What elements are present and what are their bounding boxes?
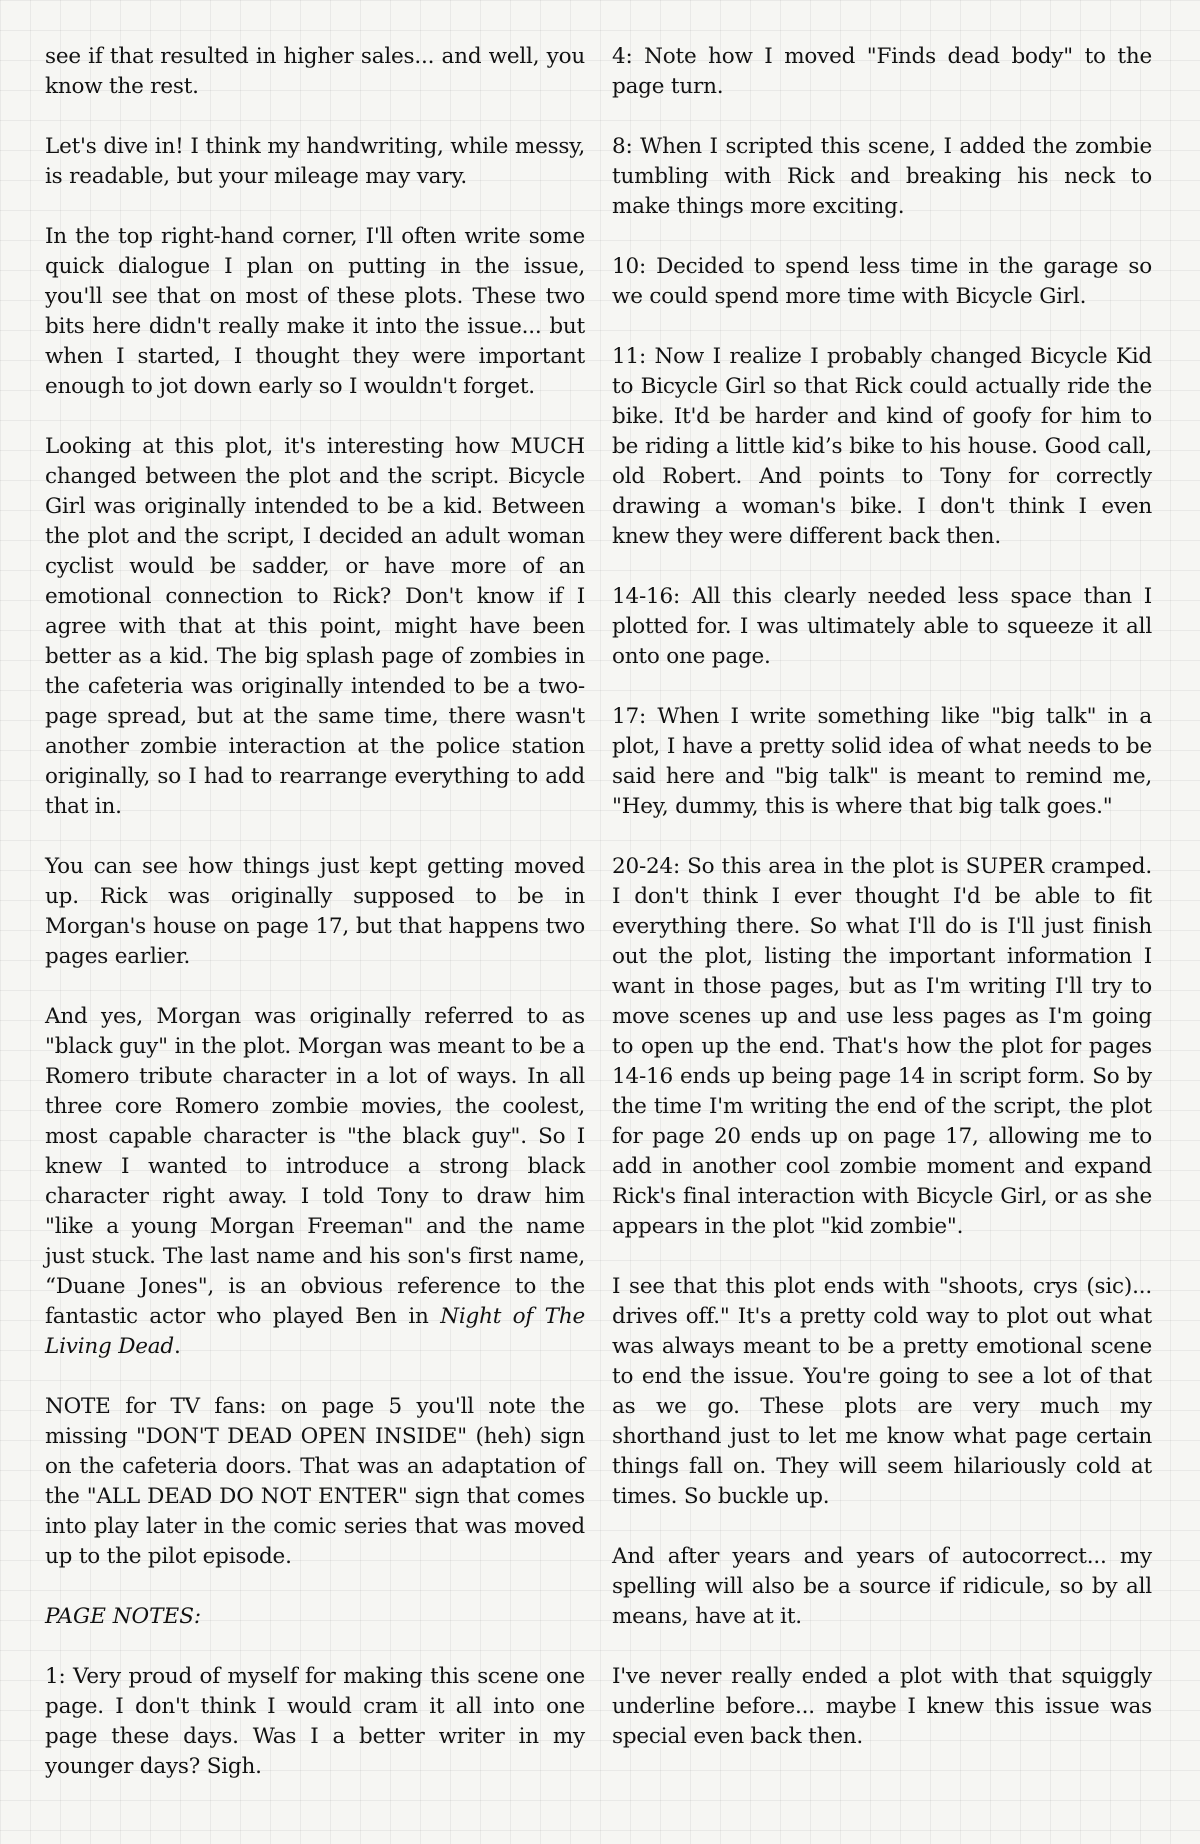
paragraph: You can see how things just kept getting moved up. Rick was originally supposed to be in Morgan's house on page 17, but that happens two pages earlier.	[45, 854, 585, 969]
left-column	[45, 42, 585, 1812]
page-note: 4: Note how I moved "Finds dead body" to the page turn.	[612, 44, 1152, 99]
page-note: 1: Very proud of myself for making this scene one page. I don't think I would cram it all into one page these days. Was I a better writer in my younger days? Sigh.	[45, 1664, 585, 1779]
paragraph: In the top right-hand corner, I'll often write some quick dialogue I plan on putting in the issue, you'll see that on most of these plots. These two bits here didn't really make it into the issue... but when I started, I thought they were important enough to jot down early so I wouldn't forget.	[45, 224, 585, 399]
paragraph-text: And yes, Morgan was originally referred to as "black guy" in the plot. Morgan was meant to be a Romero tribute character in a lot of ways. In all three core Romero zombie movies, the coolest, most capable character is "the black guy". So I knew I wanted to introduce a strong black character right away. I told Tony to draw him "like a young Morgan Freeman" and the name just stuck. The last name and his son's first name, “Duane Jones", is an obvious reference to the fantastic actor who played Ben in	[45, 1004, 585, 1329]
paragraph	[45, 1002, 585, 1362]
paragraph: see if that resulted in higher sales... and well, you know the rest.	[45, 44, 585, 99]
right-column	[612, 42, 1152, 1782]
page-note: 14-16: All this clearly needed less space than I plotted for. I was ultimately able to squeeze it all onto one page.	[612, 584, 1152, 669]
paragraph: I've never really ended a plot with that squiggly underline before... maybe I knew this issue was special even back then.	[612, 1664, 1152, 1749]
paragraph: Let's dive in! I think my handwriting, while messy, is readable, but your mileage may vary.	[45, 134, 585, 189]
paragraph: NOTE for TV fans: on page 5 you'll note the missing "DON'T DEAD OPEN INSIDE" (heh) sign on the cafeteria doors. That was an adaptation of the "ALL DEAD DO NOT ENTER" sign that comes into play later in the comic series that was moved up to the pilot episode.	[45, 1394, 585, 1569]
page-notes-heading: PAGE NOTES:	[45, 1604, 202, 1629]
paragraph: I see that this plot ends with "shoots, crys (sic)... drives off." It's a pretty cold way to plot out what was always meant to be a pretty emotional scene to end the issue. You're going to see a lot of that as we go. These plots are very much my shorthand just to let me know what page certain things fall on. They will seem hilariously cold at times. So buckle up.	[612, 1274, 1152, 1509]
film-title: Night of The Living Dead	[45, 1304, 585, 1359]
paragraph-text: .	[173, 1334, 181, 1359]
page-note: 11: Now I realize I probably changed Bicycle Kid to Bicycle Girl so that Rick could actually ride the bike. It'd be harder and kind of goofy for him to be riding a little kid’s bike to his house. Good call, old Robert. And points to Tony for correctly drawing a woman's bike. I don't think I even knew they were different back then.	[612, 344, 1152, 549]
page-note: 8: When I scripted this scene, I added the zombie tumbling with Rick and breaking his neck to make things more exciting.	[612, 134, 1152, 219]
page-note: 20-24: So this area in the plot is SUPER cramped. I don't think I ever thought I'd be able to fit everything there. So what I'll do is I'll just finish out the plot, listing the important information I want in those pages, but as I'm writing I'll try to move scenes up and use less pages as I'm going to open up the end. That's how the plot for pages 14-16 ends up being page 14 in script form. So by the time I'm writing the end of the script, the plot for page 20 ends up on page 17, allowing me to add in another cool zombie moment and expand Rick's final interaction with Bicycle Girl, or as she appears in the plot "kid zombie".	[612, 854, 1152, 1239]
paragraph: Looking at this plot, it's interesting how MUCH changed between the plot and the script. Bicycle Girl was originally intended to be a kid. Between the plot and the script, I decided an adult woman cyclist would be sadder, or have more of an emotional connection to Rick? Don't know if I agree with that at this point, might have been better as a kid. The big splash page of zombies in the cafeteria was originally intended to be a two-page spread, but at the same time, there wasn't another zombie interaction at the police station originally, so I had to rearrange everything to add that in.	[45, 434, 585, 819]
page-note: 17: When I write something like "big talk" in a plot, I have a pretty solid idea of what needs to be said here and "big talk" is meant to remind me, "Hey, dummy, this is where that big talk goes."	[612, 704, 1152, 819]
page-note: 10: Decided to spend less time in the garage so we could spend more time with Bicycle Girl.	[612, 254, 1152, 309]
paragraph: And after years and years of autocorrect... my spelling will also be a source if ridicule, so by all means, have at it.	[612, 1544, 1152, 1629]
